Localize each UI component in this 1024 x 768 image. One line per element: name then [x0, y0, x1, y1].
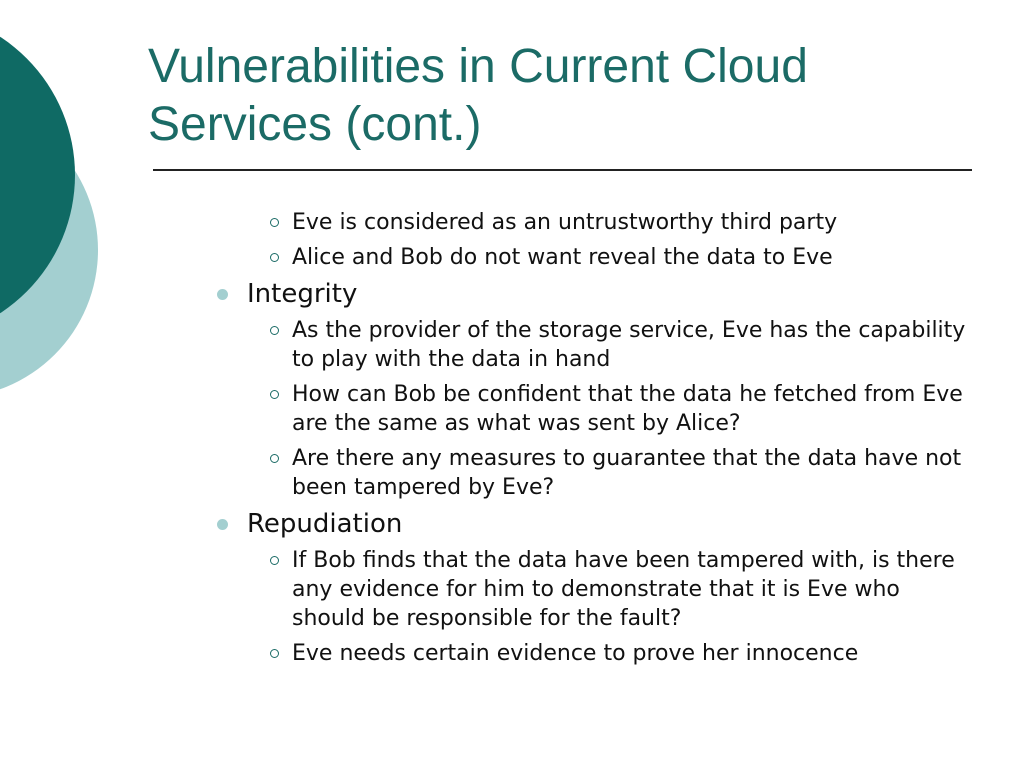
hollow-circle-bullet-icon — [270, 454, 279, 463]
bullet-text: Eve needs certain evidence to prove her innocence — [292, 641, 859, 666]
slide-title: Vulnerabilities in Current Cloud Services (cont.) — [148, 40, 808, 151]
bullet-item — [292, 380, 972, 438]
bullet-item — [292, 208, 972, 237]
bullet-heading-repudiation — [247, 508, 967, 540]
hollow-circle-bullet-icon — [270, 390, 279, 399]
hollow-circle-bullet-icon — [270, 218, 279, 227]
bullet-heading-integrity — [247, 278, 967, 310]
bullet-text: Are there any measures to guarantee that the data have not been tampered by Eve? — [292, 446, 962, 500]
hollow-circle-bullet-icon — [270, 556, 279, 565]
filled-circle-bullet-icon — [217, 289, 228, 300]
bullet-text: As the provider of the storage service, Eve has the capability to play with the data in hand — [292, 318, 966, 372]
bullet-heading-text: Repudiation — [247, 509, 403, 539]
bullet-list — [0, 208, 1024, 674]
bullet-text: How can Bob be confident that the data he fetched from Eve are the same as what was sent by Alice? — [292, 382, 963, 436]
bullet-text: If Bob finds that the data have been tampered with, is there any evidence for him to demonstrate that it is Eve who should be responsible for the fault? — [292, 548, 955, 631]
bullet-item — [292, 444, 972, 502]
bullet-item — [292, 639, 972, 668]
filled-circle-bullet-icon — [217, 519, 228, 530]
bullet-item — [292, 243, 972, 272]
bullet-item — [292, 546, 972, 633]
bullet-item — [292, 316, 972, 374]
hollow-circle-bullet-icon — [270, 326, 279, 335]
bullet-text: Alice and Bob do not want reveal the data to Eve — [292, 245, 833, 270]
hollow-circle-bullet-icon — [270, 649, 279, 658]
bullet-text: Eve is considered as an untrustworthy third party — [292, 210, 838, 235]
bullet-heading-text: Integrity — [247, 279, 358, 309]
title-divider — [153, 169, 972, 171]
hollow-circle-bullet-icon — [270, 253, 279, 262]
